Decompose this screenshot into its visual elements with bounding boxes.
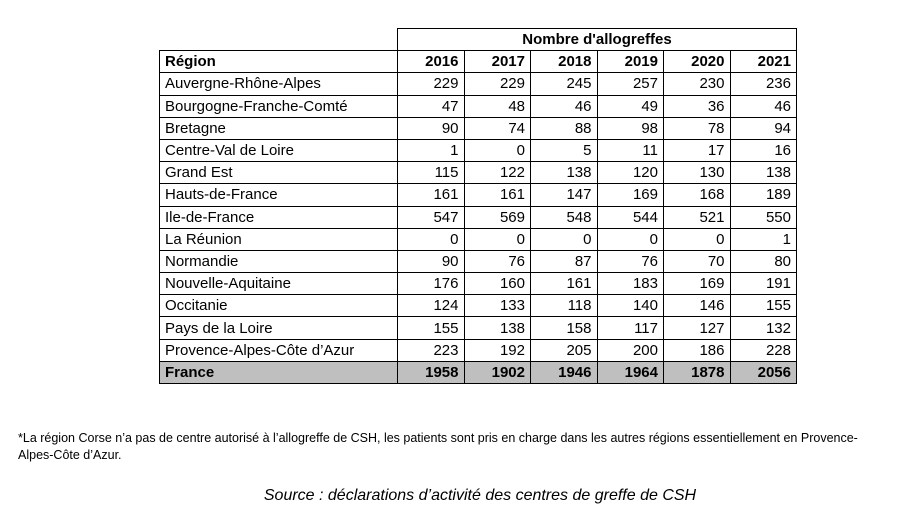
value-cell: 115 — [398, 162, 465, 184]
value-cell: 138 — [464, 317, 531, 339]
table-row — [160, 117, 797, 139]
value-cell: 544 — [597, 206, 664, 228]
value-cell: 5 — [531, 139, 598, 161]
value-cell: 161 — [531, 273, 598, 295]
value-cell: 90 — [398, 250, 465, 272]
value-cell: 118 — [531, 295, 598, 317]
value-cell: 200 — [597, 339, 664, 361]
value-cell: 548 — [531, 206, 598, 228]
value-cell: 11 — [597, 139, 664, 161]
region-cell: Centre-Val de Loire — [160, 139, 398, 161]
table-row — [160, 184, 797, 206]
total-value-cell: 1946 — [531, 361, 598, 383]
value-cell: 192 — [464, 339, 531, 361]
value-cell: 0 — [531, 228, 598, 250]
value-cell: 36 — [664, 95, 731, 117]
group-header-row — [160, 29, 797, 51]
year-header: 2019 — [597, 51, 664, 73]
value-cell: 257 — [597, 73, 664, 95]
blank-corner-cell — [160, 29, 398, 51]
value-cell: 76 — [597, 250, 664, 272]
value-cell: 147 — [531, 184, 598, 206]
value-cell: 124 — [398, 295, 465, 317]
value-cell: 117 — [597, 317, 664, 339]
value-cell: 230 — [664, 73, 731, 95]
value-cell: 130 — [664, 162, 731, 184]
value-cell: 169 — [664, 273, 731, 295]
table-row — [160, 273, 797, 295]
value-cell: 133 — [464, 295, 531, 317]
value-cell: 88 — [531, 117, 598, 139]
year-header: 2016 — [398, 51, 465, 73]
value-cell: 160 — [464, 273, 531, 295]
value-cell: 229 — [464, 73, 531, 95]
table-row — [160, 73, 797, 95]
value-cell: 87 — [531, 250, 598, 272]
value-cell: 78 — [664, 117, 731, 139]
value-cell: 183 — [597, 273, 664, 295]
value-cell: 158 — [531, 317, 598, 339]
value-cell: 94 — [730, 117, 797, 139]
region-cell: Nouvelle-Aquitaine — [160, 273, 398, 295]
total-label-cell: France — [160, 361, 398, 383]
total-value-cell: 1964 — [597, 361, 664, 383]
value-cell: 132 — [730, 317, 797, 339]
value-cell: 191 — [730, 273, 797, 295]
value-cell: 140 — [597, 295, 664, 317]
footnote: *La région Corse n’a pas de centre autorisé à l’allogreffe de CSH, les patients sont pris en charge dans les autres régions essentiellement en Provence-Alpes-Côte d’Azur. — [18, 431, 858, 462]
value-cell: 98 — [597, 117, 664, 139]
region-cell: Bretagne — [160, 117, 398, 139]
value-cell: 74 — [464, 117, 531, 139]
region-cell: Occitanie — [160, 295, 398, 317]
region-cell: La Réunion — [160, 228, 398, 250]
total-value-cell: 1878 — [664, 361, 731, 383]
table-row — [160, 317, 797, 339]
table-row — [160, 206, 797, 228]
value-cell: 229 — [398, 73, 465, 95]
value-cell: 223 — [398, 339, 465, 361]
value-cell: 521 — [664, 206, 731, 228]
table-row — [160, 250, 797, 272]
allogreffes-table — [159, 28, 797, 384]
value-cell: 138 — [730, 162, 797, 184]
region-cell: Normandie — [160, 250, 398, 272]
region-cell: Pays de la Loire — [160, 317, 398, 339]
year-header: 2021 — [730, 51, 797, 73]
table-body — [160, 73, 797, 384]
value-cell: 90 — [398, 117, 465, 139]
total-row — [160, 361, 797, 383]
value-cell: 76 — [464, 250, 531, 272]
value-cell: 245 — [531, 73, 598, 95]
region-cell: Grand Est — [160, 162, 398, 184]
value-cell: 176 — [398, 273, 465, 295]
value-cell: 46 — [531, 95, 598, 117]
value-cell: 146 — [664, 295, 731, 317]
table-row — [160, 162, 797, 184]
value-cell: 161 — [398, 184, 465, 206]
value-cell: 186 — [664, 339, 731, 361]
year-header-row — [160, 51, 797, 73]
value-cell: 161 — [464, 184, 531, 206]
value-cell: 569 — [464, 206, 531, 228]
value-cell: 46 — [730, 95, 797, 117]
value-cell: 122 — [464, 162, 531, 184]
value-cell: 49 — [597, 95, 664, 117]
region-cell: Bourgogne-Franche-Comté — [160, 95, 398, 117]
total-value-cell: 1902 — [464, 361, 531, 383]
value-cell: 120 — [597, 162, 664, 184]
value-cell: 168 — [664, 184, 731, 206]
value-cell: 127 — [664, 317, 731, 339]
region-header: Région — [160, 51, 398, 73]
value-cell: 1 — [398, 139, 465, 161]
value-cell: 169 — [597, 184, 664, 206]
value-cell: 155 — [398, 317, 465, 339]
total-value-cell: 2056 — [730, 361, 797, 383]
year-header: 2020 — [664, 51, 731, 73]
value-cell: 236 — [730, 73, 797, 95]
table-row — [160, 228, 797, 250]
group-header: Nombre d'allogreffes — [398, 29, 797, 51]
year-header: 2018 — [531, 51, 598, 73]
value-cell: 205 — [531, 339, 598, 361]
value-cell: 138 — [531, 162, 598, 184]
value-cell: 550 — [730, 206, 797, 228]
value-cell: 0 — [464, 139, 531, 161]
source-line: Source : déclarations d’activité des centres de greffe de CSH — [263, 487, 697, 504]
value-cell: 0 — [597, 228, 664, 250]
region-cell: Hauts-de-France — [160, 184, 398, 206]
value-cell: 228 — [730, 339, 797, 361]
value-cell: 47 — [398, 95, 465, 117]
value-cell: 70 — [664, 250, 731, 272]
year-header: 2017 — [464, 51, 531, 73]
region-cell: Provence-Alpes-Côte d’Azur — [160, 339, 398, 361]
table-row — [160, 95, 797, 117]
value-cell: 155 — [730, 295, 797, 317]
table-row — [160, 139, 797, 161]
value-cell: 547 — [398, 206, 465, 228]
total-value-cell: 1958 — [398, 361, 465, 383]
table-row — [160, 339, 797, 361]
region-cell: Auvergne-Rhône-Alpes — [160, 73, 398, 95]
value-cell: 189 — [730, 184, 797, 206]
value-cell: 1 — [730, 228, 797, 250]
region-cell: Ile-de-France — [160, 206, 398, 228]
value-cell: 16 — [730, 139, 797, 161]
value-cell: 80 — [730, 250, 797, 272]
value-cell: 0 — [464, 228, 531, 250]
value-cell: 48 — [464, 95, 531, 117]
value-cell: 0 — [398, 228, 465, 250]
value-cell: 0 — [664, 228, 731, 250]
value-cell: 17 — [664, 139, 731, 161]
table-row — [160, 295, 797, 317]
